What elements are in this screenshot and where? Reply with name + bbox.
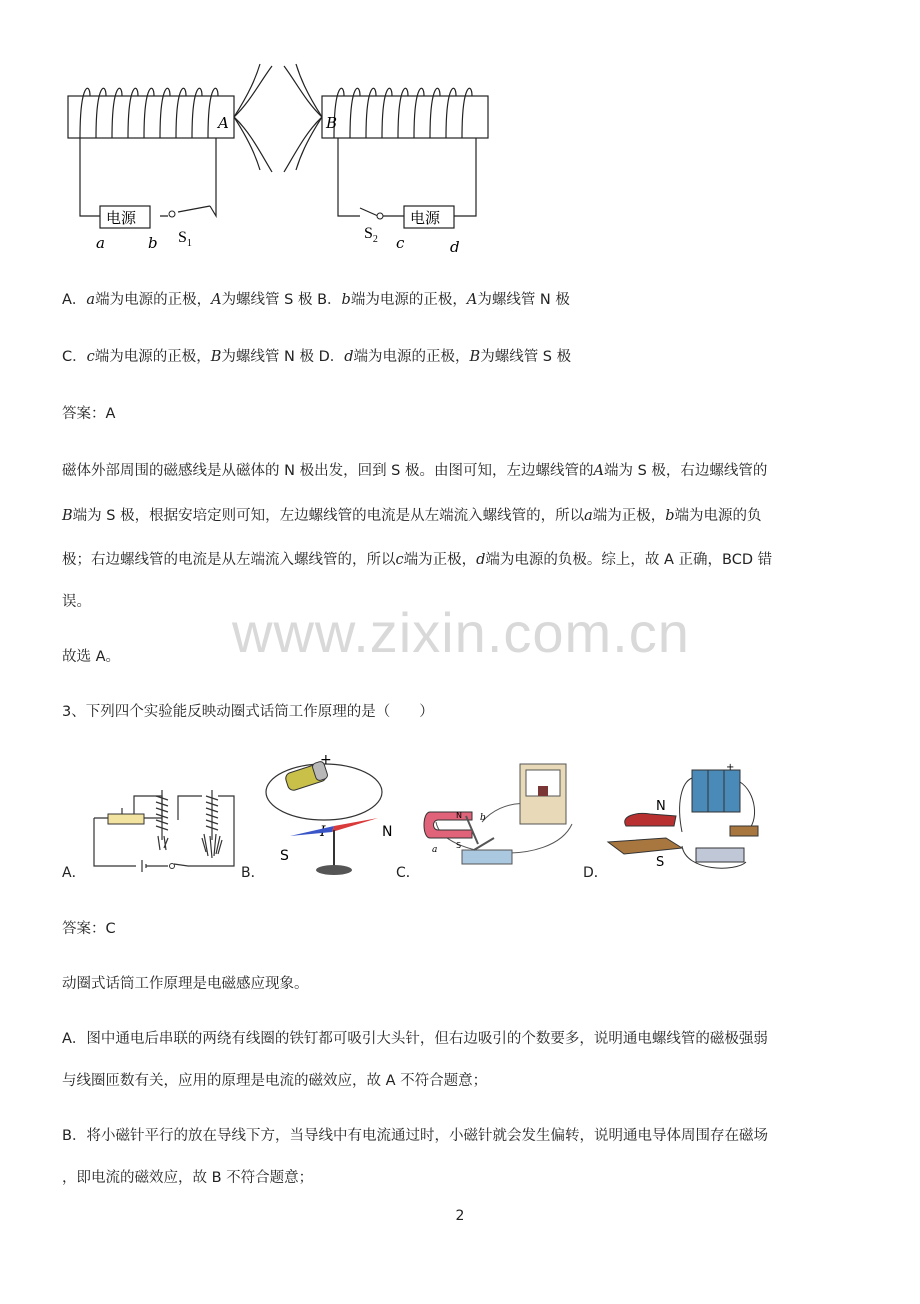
watermark: www.zixin.com.cn: [232, 601, 690, 664]
option-b-var: b: [341, 292, 351, 308]
page-number: 2: [455, 1208, 465, 1224]
electromagnetic-induction-figure: [422, 758, 578, 878]
q2-explanation-line1: [62, 459, 767, 480]
motor-principle-figure: [606, 762, 770, 878]
q3-label-c: C．: [396, 865, 420, 881]
q2-conclusion: 故选 A。: [62, 649, 121, 665]
label-c: c: [396, 234, 405, 252]
switch-s1-label: $S_1$: [178, 229, 192, 249]
label-d: d: [450, 238, 460, 256]
option-a-prefix: A．: [62, 292, 87, 308]
label-A: A: [218, 114, 229, 132]
option-c-var2: B: [210, 349, 222, 365]
option-a-var: a: [86, 292, 96, 308]
figb-n-label: N: [382, 824, 393, 840]
label-b: b: [148, 234, 158, 252]
exp-l3-a: 极；右边螺线管的电流是从左端流入螺线管的，所以: [62, 552, 396, 568]
nail-electromagnet-figure: [82, 780, 242, 875]
exp-l1-a: 磁体外部周围的磁感线是从磁体的 N 极出发，回到 S 极。由图可知，左边螺线管的: [62, 463, 594, 479]
option-c-text2: 为螺线管 N 极 D．: [221, 349, 345, 365]
option-a-text1: 端为电源的正极，: [95, 292, 212, 308]
q2-options-cd: [62, 345, 571, 366]
figb-s-label: S: [280, 848, 289, 864]
exp-l3-var2: d: [476, 552, 486, 568]
exp-l3-c: 端为电源的负极。综上，故 A 正确，BCD 错: [485, 552, 773, 568]
exp-l2-var3: b: [665, 508, 675, 524]
option-b-var2: A: [466, 292, 478, 308]
exp-l3-var: c: [395, 552, 404, 568]
q3-question: 3、下列四个实验能反映动圈式话筒工作原理的是（ ）: [62, 704, 434, 720]
exp-l2-b: 端为正极，: [592, 508, 666, 524]
solenoid-circuit-figure: [60, 62, 500, 262]
option-a-text2: 为螺线管 S 极 B．: [221, 292, 342, 308]
q3-label-d: D．: [583, 865, 608, 881]
option-b-text1: 端为电源的正极，: [350, 292, 467, 308]
option-d-text2: 为螺线管 S 极: [480, 349, 572, 365]
q3-exp-intro: 动圈式话筒工作原理是电磁感应现象。: [62, 976, 309, 992]
exp-l3-b: 端为正极，: [403, 552, 477, 568]
q3-label-b: B．: [241, 865, 265, 881]
power-right-label: 电源: [410, 209, 441, 227]
q2-explanation-line4: 误。: [62, 594, 91, 610]
q2-options-ab: [62, 288, 570, 309]
exp-l2-var2: a: [584, 508, 593, 524]
label-B: B: [326, 114, 338, 132]
oersted-experiment-figure: [262, 750, 398, 880]
power-left-label: 电源: [106, 209, 137, 227]
exp-l2-var: B: [62, 508, 73, 524]
switch-s2-label: $S_2$: [364, 225, 378, 245]
q3-exp-b-line1: B．将小磁针平行的放在导线下方，当导线中有电流通过时，小磁针就会发生偏转，说明通电导体周围存在磁场: [62, 1128, 768, 1144]
option-c-var: c: [86, 349, 95, 365]
exp-l2-c: 端为电源的负: [674, 508, 762, 524]
option-d-var2: B: [469, 349, 481, 365]
exp-l1-b: 端为 S 极，右边螺线管的: [603, 463, 768, 479]
figc-s-label: S: [456, 841, 462, 850]
q3-exp-b-line2: ，即电流的磁效应，故 B 不符合题意；: [62, 1170, 314, 1186]
figd-plus: +: [726, 762, 735, 773]
exp-l1-var: A: [593, 463, 604, 479]
option-b-text2: 为螺线管 N 极: [477, 292, 570, 308]
label-a: a: [96, 234, 105, 252]
option-c-text1: 端为电源的正极，: [94, 349, 211, 365]
q3-exp-a-line2: 与线圈匝数有关，应用的原理是电流的磁效应，故 A 不符合题意；: [62, 1073, 488, 1089]
figc-a-label: a: [432, 845, 438, 855]
option-d-var: d: [344, 349, 354, 365]
q3-answer: 答案：C: [62, 921, 116, 937]
option-d-text1: 端为电源的正极，: [353, 349, 470, 365]
q2-explanation-line3: [62, 548, 772, 569]
q3-exp-a-line1: A．图中通电后串联的两绕有线圈的铁钉都可吸引大头针，但右边吸引的个数要多，说明通电螺线管的磁极强弱: [62, 1031, 768, 1047]
q2-answer: 答案：A: [62, 406, 116, 422]
figd-s-label: S: [656, 855, 665, 870]
q3-label-a: A．: [62, 865, 86, 881]
figc-b-label: b: [480, 813, 486, 823]
option-c-prefix: C．: [62, 349, 87, 365]
figd-n-label: N: [656, 799, 666, 814]
option-a-var2: A: [211, 292, 222, 308]
figb-plus: +: [320, 752, 332, 768]
q2-explanation-line2: [62, 504, 762, 525]
figc-n-label: N: [456, 811, 462, 820]
exp-l2-a: 端为 S 极，根据安培定则可知，左边螺线管的电流是从左端流入螺线管的，所以: [72, 508, 585, 524]
